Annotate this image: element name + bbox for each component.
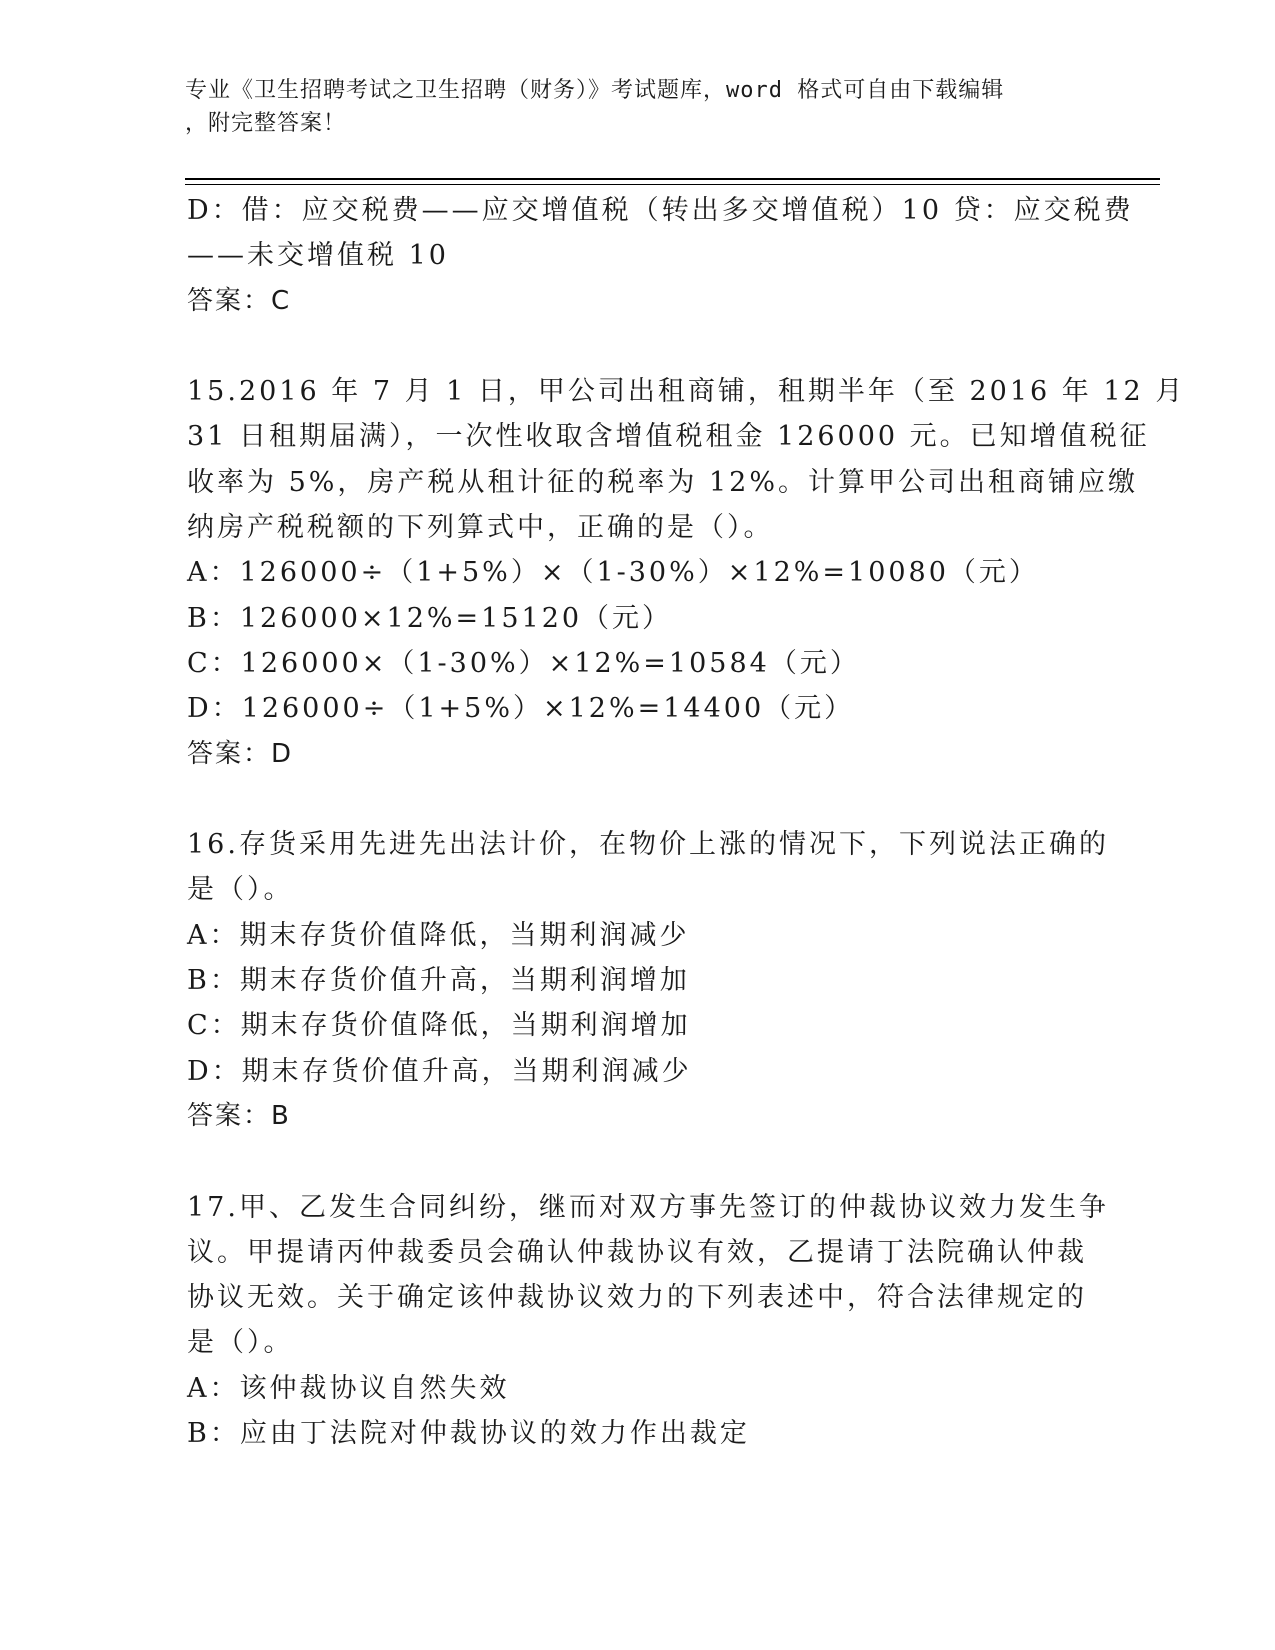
question-15 [187,369,1186,777]
document-body [187,188,1186,1456]
question-stem-line: 协议无效。关于确定该仲裁协议效力的下列表述中，符合法律规定的 [187,1282,1087,1314]
question-stem-line: 是（）。 [187,874,294,906]
spacer [187,324,1087,369]
option-b: B：期末存货价值升高，当期利润增加 [187,965,690,997]
option-a: A：期末存货价值降低，当期利润减少 [187,919,690,951]
option-c: C：126000×（1-30%）×12%=10584（元） [187,647,860,679]
question-stem-line: 是（）。 [187,1327,294,1359]
answer-line: 答案：B [187,1100,291,1131]
question-stem-line: 收率为 5%，房产税从租计征的税率为 12%。计算甲公司出租商铺应缴 [187,466,1139,498]
header-rule-thick [185,178,1160,180]
option-c: C：期末存货价值降低，当期利润增加 [187,1010,691,1042]
header-line-1: 专业《卫生招聘考试之卫生招聘（财务）》考试题库，word 格式可自由下载编辑 [185,78,1005,103]
option-d: D：期末存货价值升高，当期利润减少 [187,1055,692,1087]
previous-question-tail [187,188,1134,324]
question-stem-line: 17.甲、乙发生合同纠纷，继而对双方事先签订的仲裁协议效力发生争 [187,1191,1109,1223]
spacer [187,1139,1087,1184]
option-b: B：应由丁法院对仲裁协议的效力作出裁定 [187,1418,750,1450]
option-a: A：126000÷（1+5%）×（1-30%）×12%=10080（元） [187,557,1039,589]
question-stem-line: 纳房产税税额的下列算式中，正确的是（）。 [187,512,774,544]
question-16 [187,822,1109,1139]
answer-line: 答案：D [187,738,294,769]
option-d: D：126000÷（1+5%）×12%=14400（元） [187,693,855,725]
question-stem-line: 15.2016 年 7 月 1 日，甲公司出租商铺，租期半年（至 2016 年 12 月 [187,376,1186,408]
option-a: A：该仲裁协议自然失效 [187,1372,510,1404]
option-d-line-1: D：借：应交税费——应交增值税（转出多交增值税）10 贷：应交税费 [187,195,1134,226]
question-17 [187,1185,1109,1457]
option-b: B：126000×12%=15120（元） [187,602,673,634]
spacer [187,777,1087,822]
option-d-line-2: ——未交增值税 10 [187,240,449,272]
header-line-2: ，附完整答案！ [185,111,347,136]
question-stem-line: 16.存货采用先进先出法计价，在物价上涨的情况下，下列说法正确的 [187,829,1109,861]
question-stem-line: 31 日租期届满），一次性收取含增值税租金 126000 元。已知增值税征 [187,421,1150,453]
document-header [185,74,1085,140]
question-stem-line: 议。甲提请丙仲裁委员会确认仲裁协议有效，乙提请丁法院确认仲裁 [187,1236,1087,1268]
header-rule-thin [185,184,1160,185]
answer-line: 答案：C [187,285,292,316]
